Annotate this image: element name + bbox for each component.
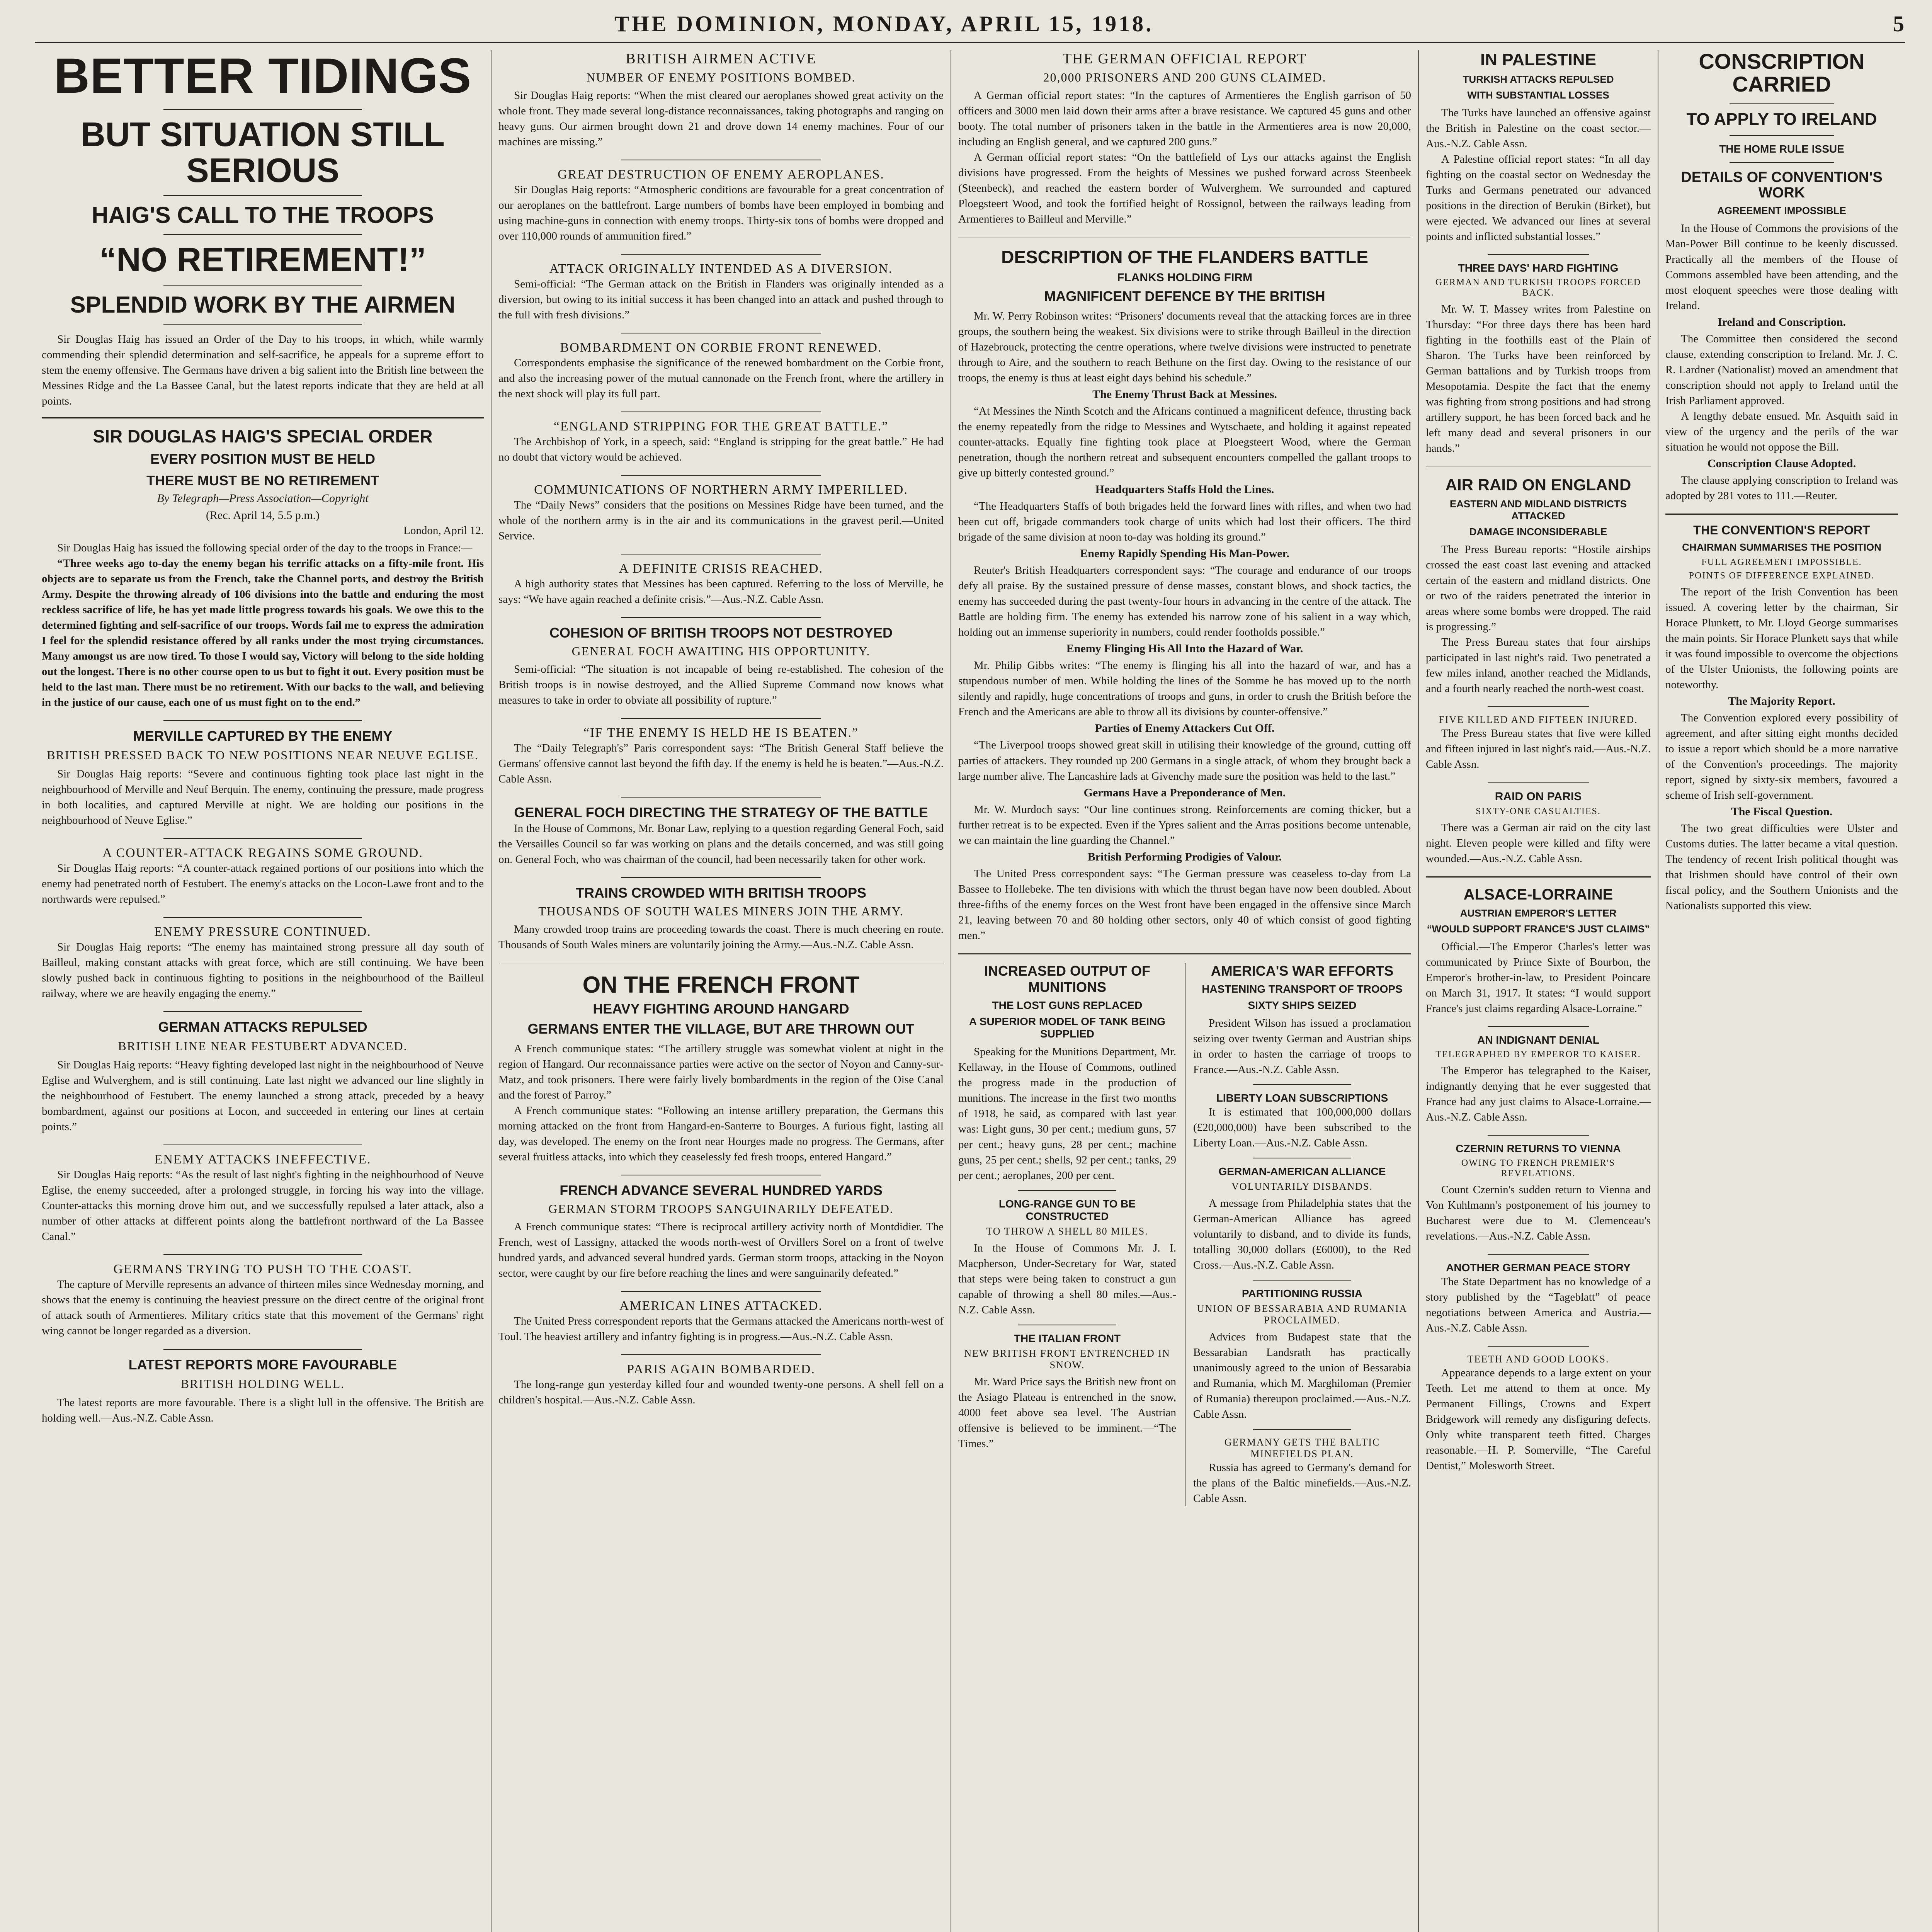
subhead-convention: DETAILS OF CONVENTION'S WORK <box>1681 169 1883 201</box>
paragraph: Reuter's British Headquarters correspondent says: “The courage and endurance of our troops defy all praise. By the sustained pressure of dense masses, constant blows, and shock tactics, the enemy has succeeded during the past twenty-four hours in advancing in the centre of the attack. The Battle are holding firm. The enemy has extended his narrow zone of his salient in a way which, holding out an immense superiority in numbers, could render footholds possible.” <box>958 564 1411 639</box>
paragraph: Mr. Philip Gibbs writes: “The enemy is flinging his all into the hazard of war, and has a stupendous number of men. While holding the lines of the Somme he has moved up to the north silently and rapidly, huge concentrations of troops and guns, in order to crush the British before the French and the Americans are able to throw all its divisions by counter-offensive.” <box>958 659 1411 718</box>
crosshead: Enemy Rapidly Spending His Man-Power. <box>1080 547 1289 560</box>
subhead: EASTERN AND MIDLAND DISTRICTS ATTACKED <box>1449 498 1627 522</box>
subhead: SIXTY-ONE CASUALTIES. <box>1476 806 1601 816</box>
paragraph: Many crowded troop trains are proceeding towards the coast. There is much cheering en route. Thousands of South Wales miners are voluntarily joining the Army.—Aus.-N.Z. Cable Assn. <box>498 923 944 951</box>
crosshead: Ireland and Conscription. <box>1717 315 1846 328</box>
headline-palestine: IN PALESTINE <box>1480 50 1596 69</box>
crosshead: Parties of Enemy Attackers Cut Off. <box>1095 722 1275 735</box>
section-counter-attack <box>42 846 484 907</box>
headline: THE ITALIAN FRONT <box>1014 1332 1121 1344</box>
subhead: TELEGRAPHED BY EMPEROR TO KAISER. <box>1435 1049 1641 1060</box>
headline: CZERNIN RETURNS TO VIENNA <box>1456 1142 1621 1155</box>
paragraph: Official.—The Emperor Charles's letter was communicated by Prince Sixte of Bourbon, the Emperor's brother-in-law, to President Poincare on March 31, 1917. It states: “I would support France's just claims regarding Alsace-Lorraine.” <box>1426 940 1651 1015</box>
subhead-hangard: HEAVY FIGHTING AROUND HANGARD <box>593 1000 849 1017</box>
subhead-ireland: TO APPLY TO IRELAND <box>1686 109 1877 129</box>
paragraph: A German official report states: “On the battlefield of Lys our attacks against the English divisions have progressed. From the heights of Messines we pushed forward across Steenbeek (Steenbeck), and reached the eastern border of Wulverghem. We surrounded and captured Ploegsteert Wood, and took the fortified height of Rossignol, between the railways leading from Armentieres to Bailleul and Merville.” <box>958 151 1411 226</box>
headline: LIBERTY LOAN SUBSCRIPTIONS <box>1216 1092 1388 1104</box>
received-date: (Rec. April 14, 5.5 p.m.) <box>206 509 320 522</box>
masthead <box>35 8 1905 43</box>
paragraph: The Convention explored every possibility of agreement, and after sitting eight months decided to issue a report which should be a more narrative of the Convention's proceedings. The majority report, signed by sixty-six members, favoured a scheme of Irish self-government. <box>1665 711 1898 801</box>
paragraph: The latest reports are more favourable. There is a slight lull in the offensive. The British are holding well.—Aus.-N.Z. Cable Assn. <box>42 1396 484 1424</box>
paragraph: A French communique states: “There is reciprocal artillery activity north of Montdidier. The French, west of Lassigny, attacked the woods north-west of Orvillers Sorel on a front of twelve hundred yards, and advanced several hundred yards. German storm troops, attacking in the Noyon sector, were caught by our fire before reaching the lines and were sanguinarily defeated.” <box>498 1220 944 1279</box>
headline-german-report: THE GERMAN OFFICIAL REPORT <box>1062 51 1307 67</box>
subhead: “WOULD SUPPORT FRANCE'S JUST CLAIMS” <box>1427 923 1650 935</box>
subhead-magnificent: MAGNIFICENT DEFENCE BY THE BRITISH <box>1044 288 1325 304</box>
headline-latest: LATEST REPORTS MORE FAVOURABLE <box>128 1356 397 1372</box>
paragraph: Sir Douglas Haig reports: “As the result of last night's fighting in the neighbourhood of Neuve Eglise, the enemy succeeded, after a prolonged struggle, in forcing his way into the village. Counter-attacks this morning drove him out, and we successfully repulsed a later attack, also a number of other attacks at different points along the battlefront northward of the La Bassee Canal.” <box>42 1168 484 1243</box>
subhead: OWING TO FRENCH PREMIER'S REVELATIONS. <box>1461 1158 1616 1179</box>
paragraph: The long-range gun yesterday killed four and wounded twenty-one persons. A shell fell on a children's hospital.—Aus.-N.Z. Cable Assn. <box>498 1378 944 1406</box>
paragraph: Sir Douglas Haig reports: “Heavy fighting developed last night in the neighbourhood of Neuve Eglise and Wulverghem, and is still continuing. Late last night we advanced our line slightly in the neighbourhood of Festubert. The enemy launched a strong attack, preceded by a heavy bombardment, against our positions at Locon, and succeeded in entering our lines at certain points.” <box>42 1059 484 1133</box>
section-attacks-repulsed <box>42 1019 484 1134</box>
byline: By Telegraph—Press Association—Copyright <box>157 492 369 505</box>
headline-america: AMERICA'S WAR EFFORTS <box>1211 963 1394 979</box>
subhead: POINTS OF DIFFERENCE EXPLAINED. <box>1689 570 1875 581</box>
subhead-merville: BRITISH PRESSED BACK TO NEW POSITIONS NEAR NEUVE EGLISE. <box>47 748 479 762</box>
headline-attacks-repulsed: GERMAN ATTACKS REPULSED <box>158 1019 367 1035</box>
column-3 <box>951 50 1418 1932</box>
headline-enemy-pressure: ENEMY PRESSURE CONTINUED. <box>154 925 371 939</box>
crosshead: British Performing Prodigies of Valour. <box>1087 850 1282 863</box>
paragraph: The report of the Irish Convention has been issued. A covering letter by the chairman, Sir Horace Plunkett, to Mr. Lloyd George summarises the main points. Sir Horace Plunkett says that while it was found impossible to overcome the objections of the Ulster Unionists, the following points are noteworthy. <box>1665 585 1898 691</box>
paragraph: The Press Bureau reports: “Hostile airships crossed the east coast last evening and attacked certain of the eastern and midland districts. One or two of the raiders penetrated the interior in areas where some bombs were dropped. The raid is progressing.” <box>1426 543 1651 633</box>
headline-airmen-active: BRITISH AIRMEN ACTIVE <box>626 51 816 67</box>
column-4 <box>1418 50 1658 1932</box>
subhead: TO THROW A SHELL 80 MILES. <box>986 1225 1148 1237</box>
paragraph: Sir Douglas Haig reports: “The enemy has maintained strong pressure all day south of Bailleul, making constant attacks with great force, which are still continuing. We have been slowly pushed back in continuous fighting to positions in the neighbourhood of the Bailleul railway, where we are heavily engaging the enemy.” <box>42 941 484 1000</box>
headline-conscription: CONSCRIPTION CARRIED <box>1699 50 1865 96</box>
section-enemy-pressure <box>42 925 484 1001</box>
subhead: TURKISH ATTACKS REPULSED <box>1463 73 1614 85</box>
paragraph: A lengthy debate ensued. Mr. Asquith said in view of the urgency and the perils of the war situation he would not oppose the Bill. <box>1665 410 1898 453</box>
headline: ANOTHER GERMAN PEACE STORY <box>1446 1261 1631 1274</box>
advert-headline: TEETH AND GOOD LOOKS. <box>1467 1353 1609 1365</box>
paragraph: The Emperor has telegraphed to the Kaiser, indignantly denying that he ever suggested that France had any just claims to Alsace-Lorraine.—Aus.-N.Z. Cable Assn. <box>1426 1064 1651 1123</box>
subhead: VOLUNTARILY DISBANDS. <box>1231 1180 1373 1192</box>
paragraph: The Committee then considered the second clause, extending conscription to Ireland. Mr. J. C. R. Lardner (Nationalist) moved an amendment that conscription should not apply to Ireland until the Irish Parliament approved. <box>1665 332 1898 407</box>
paragraph: Semi-official: “The situation is not incapable of being re-established. The cohesion of the British troops is in nowise destroyed, and the Allied Supreme Command now knows what measures to take in order to obviate all possibility of rupture.” <box>498 663 944 707</box>
paragraph: The two great difficulties were Ulster and Customs duties. The latter became a vital question. The tendency of recent Irish political thought was that Irishmen should have control of their own fiscal policy, and the Southern Unionists and the Nationalists supported this view. <box>1665 822 1898 912</box>
subhead: AUSTRIAN EMPEROR'S LETTER <box>1460 907 1617 919</box>
headline: PARTITIONING RUSSIA <box>1242 1287 1363 1299</box>
subhead-holding: BRITISH HOLDING WELL. <box>180 1376 345 1391</box>
subhead: SIXTY SHIPS SEIZED <box>1248 999 1357 1011</box>
subhead: 20,000 PRISONERS AND 200 GUNS CLAIMED. <box>1043 70 1327 84</box>
paragraph: Mr. W. Perry Robinson writes: “Prisoners' documents reveal that the attacking forces are in three groups, the southern being the weakest. Six divisions were to strike through Bailleul in the direction of Hazebrouck, protecting the centre operations, where twelve divisions were instructed to penetrate through to Aire, and the southern to reach Bethune on the first day. Owing to the resistance of our troops, the enemy is thus at least eight days behind his schedule.” <box>958 310 1411 384</box>
subhead-festubert: BRITISH LINE NEAR FESTUBERT ADVANCED. <box>118 1039 408 1053</box>
paragraph: Sir Douglas Haig reports: “When the mist cleared our aeroplanes showed great activity on the whole front. They made several long-distance reconnaissances, taking photographs and ranging on heavy guns. Our airmen brought down 21 and drove down 14 enemy machines. Four of our machines are missing.” <box>498 89 944 148</box>
paragraph: In the House of Commons Mr. J. I. Macpherson, Under-Secretary for War, stated that steps were being taken to construct a gun capable of throwing a shell 80 miles.—Aus.-N.Z. Cable Assn. <box>958 1242 1176 1316</box>
headline-munitions: INCREASED OUTPUT OF MUNITIONS <box>984 963 1150 995</box>
paragraph: “The Liverpool troops showed great skill in utilising their knowledge of the ground, cutting off parties of attackers. They rounded up 200 Germans in a single attack, of whom they brought back a large number alive. The Lancashire lads at Givenchy made sure the position was held to the last.” <box>958 739 1411 782</box>
paragraph: Advices from Budapest state that the Bessarabian Landsrath has practically unanimously agreed to the union of Bessarabia and Rumania, which M. Marghiloman (Premier of Rumania) thereupon proclaimed.—Aus.-N.Z. Cable Assn. <box>1193 1330 1411 1420</box>
headline: GREAT DESTRUCTION OF ENEMY AEROPLANES. <box>558 167 884 182</box>
paragraph: The “Daily Telegraph's” Paris correspondent says: “The British General Staff believe the Germans' offensive cannot last beyond the fifth day. If the enemy is held he is beaten.”—Aus.-N.Z. Cable Assn. <box>498 742 944 786</box>
dateline: London, April 12. <box>403 524 484 537</box>
section-merville <box>42 728 484 828</box>
paragraph: The Press Bureau states that five were killed and fifteen injured in last night's raid.—Aus.-N.Z. Cable Assn. <box>1426 727 1651 771</box>
paragraph: There was a German air raid on the city last night. Eleven people were killed and fifty were wounded.—Aus.-N.Z. Cable Assn. <box>1426 821 1651 865</box>
paragraph: The clause applying conscription to Ireland was adopted by 281 votes to 111.—Reuter. <box>1665 474 1898 502</box>
headline: “IF THE ENEMY IS HELD HE IS BEATEN.” <box>583 726 859 740</box>
subhead-no-retirement: THERE MUST BE NO RETIREMENT <box>146 472 379 488</box>
headline-airmen: SPLENDID WORK BY THE AIRMEN <box>70 291 456 318</box>
lower-split <box>958 963 1411 1506</box>
paragraph: The United Press correspondent says: “The German pressure was ceaseless to-day from La Bassee to Hollebeke. The ten divisions with which the thrust began have now been doubled. About three-fifths of the enemy forces on the West front have been engaged in the offensive since March 21, leaving between 70 and 80 holding other sectors, only 40 of which consist of good fighting men.” <box>958 867 1411 942</box>
paragraph: Sir Douglas Haig reports: “Severe and continuous fighting took place last night in the neighbourhood of Merville and Neuf Berquin. The enemy, continuing the pressure, made progress in both localities, and captured Merville at night. We are holding our positions in the neighbourhood of Neuve Eglise.” <box>42 768 484 827</box>
subhead: DAMAGE INCONSIDERABLE <box>1469 526 1607 538</box>
paragraph: In the House of Commons, Mr. Bonar Law, replying to a question regarding General Foch, said the Versailles Council so far was working on plans and the details concerned, and was still going on. General Foch, who was chairman of the council, had been necessarily taken for other work. <box>498 822 944 866</box>
paragraph: The Archbishop of York, in a speech, said: “England is stripping for the great battle.” He had no doubt that victory would be achieved. <box>498 435 944 464</box>
america-column <box>1185 963 1411 1506</box>
paragraph: Correspondents emphasise the significance of the renewed bombardment on the Corbie front, and also the increasing power of the mutual cannonade on the French front, where the artillery in the next shock will play its full part. <box>498 357 944 400</box>
paragraph: Sir Douglas Haig reports: “A counter-attack regained portions of our positions into which the enemy had penetrated north of Festubert. The enemy's attacks on the Locon-Lawe front and to the northwards were repulsed.” <box>42 862 484 906</box>
headline-french-front: ON THE FRENCH FRONT <box>582 971 860 998</box>
subhead: GERMAN AND TURKISH TROOPS FORCED BACK. <box>1435 277 1641 298</box>
column-5 <box>1658 50 1905 1932</box>
section-latest <box>42 1357 484 1426</box>
page-number: 5 <box>1893 11 1905 36</box>
headline-foch: GENERAL FOCH DIRECTING THE STRATEGY OF THE BATTLE <box>514 804 928 821</box>
subhead: CHAIRMAN SUMMARISES THE POSITION <box>1682 541 1881 553</box>
subhead-thrown-out: GERMANS ENTER THE VILLAGE, BUT ARE THROWN OUT <box>527 1020 915 1037</box>
subhead-flanks: FLANKS HOLDING FIRM <box>1117 271 1252 284</box>
column-2 <box>491 50 951 1932</box>
section-special-order <box>42 427 484 710</box>
headline-ineffective: ENEMY ATTACKS INEFFECTIVE. <box>154 1152 371 1167</box>
order-text: “Three weeks ago to-day the enemy began his terrific attacks on a fifty-mile front. His objects are to separate us from the French, take the Channel ports, and destroy the British Army. Despite the throwing already of 106 divisions into the battle and enduring the most reckless sacrifice of life, he has yet made little progress towards his goals. We owe this to the determined fighting and self-sacrifice of our troops. Words fail me to express the admiration I feel for the splendid resistance offered by all ranks under the most trying circumstances. Many amongst us are now tired. To those I would say, Victory will belong to the side holding out the longest. There is no other course open to us but to fight it out. Every position must be held to the last man. There must be no retirement. With our backs to the wall, and believing in the justice of our cause, each one of us must fight on to the end.” <box>42 557 484 709</box>
munitions-column <box>958 963 1176 1506</box>
crosshead: Enemy Flinging His All Into the Hazard of War. <box>1066 642 1303 655</box>
intro-paragraph: Sir Douglas Haig has issued an Order of the Day to his troops, in which, while warmly commending their splendid determination and self-sacrifice, he appeals for a supreme effort to stem the enemy offensive. The Germans have driven a big salient into the British line between the Messines Ridge and the La Bassee Canal, but the latest reports indicate that they are held at all points. <box>42 333 484 407</box>
headline: GERMANY GETS THE BALTIC MINEFIELDS PLAN. <box>1224 1436 1380 1459</box>
crosshead: Headquarters Staffs Hold the Lines. <box>1095 483 1274 496</box>
paragraph: President Wilson has issued a proclamation seizing over twenty German and Austrian ships in order to hasten the carriage of troops to France.—Aus.-N.Z. Cable Assn. <box>1193 1017 1411 1076</box>
advert-text: Appearance depends to a large extent on your Teeth. Let me attend to them at once. My Permanent Fillings, Crowns and Expert Bridgework will remedy any disfiguring defects. Only white transparent teeth fitted. Charges reasonable.—H. P. Somerville, “The Careful Dentist,” Molesworth Street. <box>1426 1366 1651 1472</box>
subhead: NUMBER OF ENEMY POSITIONS BOMBED. <box>586 70 856 84</box>
masthead-rule <box>35 42 1905 43</box>
paragraph: Sir Douglas Haig reports: “Atmospheric conditions are favourable for a great concentration of our aeroplanes on the battlefront. Large numbers of bombs have been employed in bombing and using machine-guns in connection with enemy troops. Thirty-six tons of bombs were dropped and over 110,000 rounds of ammunition fired.” <box>498 184 944 243</box>
headline: FIVE KILLED AND FIFTEEN INJURED. <box>1439 714 1638 726</box>
paragraph: The United Press correspondent reports that the Germans attacked the Americans north-west of Toul. The heaviest artillery and infantry fighting is in progress.—Aus.-N.Z. Cable Assn. <box>498 1315 944 1343</box>
paragraph: The capture of Merville represents an advance of thirteen miles since Wednesday morning, and shows that the enemy is continuing the heaviest pressure on the direct centre of the original front of attack south of Armentieres. Military critics state that this movement of the Germans' right wing cannot be longer regarded as a diversion. <box>42 1278 484 1337</box>
paragraph: A German official report states: “In the captures of Armentieres the English garrison of 50 officers and 3000 men laid down their arms after a brave resistance. We captured 45 guns and other booty. The total number of prisoners taken in the battle in the Armentieres area is now 20,000, including an English general, and we captured 200 guns.” <box>958 89 1411 148</box>
headline: AN INDIGNANT DENIAL <box>1477 1034 1599 1046</box>
headline-cohesion: COHESION OF BRITISH TROOPS NOT DESTROYED <box>549 625 893 641</box>
subhead: GERMAN STORM TROOPS SANGUINARILY DEFEATED. <box>548 1201 894 1216</box>
subhead: THOUSANDS OF SOUTH WALES MINERS JOIN THE ARMY. <box>538 904 904 918</box>
headline-trains: TRAINS CROWDED WITH BRITISH TROOPS <box>576 885 866 901</box>
paragraph: Mr. W. Murdoch says: “Our line continues strong. Reinforcements are coming thicker, but a further retreat is to be expected. Even if the Ypres salient and the Arras positions become untenable, we can maintain the line guarding the Channel.” <box>958 803 1411 847</box>
headline-flanders: DESCRIPTION OF THE FLANDERS BATTLE <box>1001 247 1368 267</box>
paragraph: It is estimated that 100,000,000 dollars (£20,000,000) have been subscribed to the Liberty Loan.—Aus.-N.Z. Cable Assn. <box>1193 1105 1411 1149</box>
paragraph: Count Czernin's sudden return to Vienna and Von Kuhlmann's postponement of his journey to Bucharest were due to M. Clemenceau's revelations.—Aus.-N.Z. Cable Assn. <box>1426 1183 1651 1242</box>
headline: COMMUNICATIONS OF NORTHERN ARMY IMPERILLED. <box>534 483 908 497</box>
subhead: FULL AGREEMENT IMPOSSIBLE. <box>1701 557 1862 567</box>
headline: BOMBARDMENT ON CORBIE FRONT RENEWED. <box>560 340 882 355</box>
headline: THREE DAYS' HARD FIGHTING <box>1458 262 1619 274</box>
column-1 <box>35 50 491 1932</box>
headline-french-advance: FRENCH ADVANCE SEVERAL HUNDRED YARDS <box>560 1182 883 1198</box>
paragraph: Mr. W. T. Massey writes from Palestine on Thursday: “For three days there has been hard fighting in the foothills east of the Plain of Sharon. The Turks have been reinforced by German battalions and by Turkish troops from Mesopotamia. Despite the fact that the enemy was fighting from strong positions and had strong artillery support, he has been forced back and he left many dead and several prisoners in our hands.” <box>1426 303 1651 455</box>
headline-haigs-call: HAIG'S CALL TO THE TROOPS <box>92 202 434 228</box>
paragraph: A Palestine official report states: “In all day fighting on the coastal sector on Wednesday the Turks and Germans penetrated our advanced positions in the direction of Berukin (Birket), but were ejected. We advanced our lines at several points and inflicted substantial losses.” <box>1426 153 1651 243</box>
headline: GERMAN-AMERICAN ALLIANCE <box>1218 1165 1386 1177</box>
paragraph: A high authority states that Messines has been captured. Referring to the loss of Merville, he says: “We have again reached a definite crisis.”—Aus.-N.Z. Cable Assn. <box>498 578 944 606</box>
headline-special-order: SIR DOUGLAS HAIG'S SPECIAL ORDER <box>93 426 433 446</box>
crosshead: The Fiscal Question. <box>1731 805 1833 818</box>
subhead: THE LOST GUNS REPLACED <box>992 999 1143 1011</box>
headline: ATTACK ORIGINALLY INTENDED AS A DIVERSION. <box>549 262 893 276</box>
subhead: HASTENING TRANSPORT OF TROOPS <box>1202 983 1403 995</box>
headline-air-raid: AIR RAID ON ENGLAND <box>1445 476 1631 494</box>
paragraph: Sir Douglas Haig has issued the following special order of the day to the troops in France:— <box>57 541 473 554</box>
subhead: AGREEMENT IMPOSSIBLE <box>1717 204 1846 216</box>
paragraph: Semi-official: “The German attack on the British in Flanders was originally intended as a diversion, but owing to its initial success it has been changed into an attack and pushed through to the full with fresh divisions.” <box>498 278 944 321</box>
paragraph: A French communique states: “The artillery struggle was somewhat violent at night in the region of Hangard. Our reconnaissance parties were active on the sector of Noyon and Canny-sur-Matz, and took prisoners. There were fairly lively bombardments in the region of the Oise Canal and the forest of Parroy.” <box>498 1042 944 1101</box>
paragraph: “At Messines the Ninth Scotch and the Africans continued a magnificent defence, thrusting back the enemy repeatedly from the ridge to Messines and Wytschaete, and holding it against repeated counter-attacks. Equally fine fighting took place at Ploegsteert Wood, where the German penetration, though the northern retreat and subsequent encounters compelled the gallant troops to give up bitterly contested ground.” <box>958 405 1411 480</box>
subhead: WITH SUBSTANTIAL LOSSES <box>1467 89 1609 101</box>
headline-coast: GERMANS TRYING TO PUSH TO THE COAST. <box>113 1262 412 1277</box>
headline-alsace: ALSACE-LORRAINE <box>1463 886 1613 903</box>
headline-better-tidings: BETTER TIDINGS <box>54 50 472 104</box>
paragraph: Mr. Ward Price says the British new front on the Asiago Plateau is entrenched in the snow, 4000 feet above sea level. The Austrian offensive is believed to be imminent.—“The Times.” <box>958 1375 1176 1450</box>
headline-merville: MERVILLE CAPTURED BY THE ENEMY <box>133 728 393 744</box>
headline: “ENGLAND STRIPPING FOR THE GREAT BATTLE.” <box>553 419 889 434</box>
headline: PARIS AGAIN BOMBARDED. <box>627 1362 815 1376</box>
paragraph: In the House of Commons the provisions of the Man-Power Bill continue to be keenly discussed. Practically all the members of the House of Commons assembled have been attending, and the most eloquent speeches were those dealing with Ireland. <box>1665 222 1898 312</box>
section-coast <box>42 1262 484 1338</box>
paragraph: The Turks have launched an offensive against the British in Palestine on the coast sector.—Aus.-N.Z. Cable Assn. <box>1426 107 1651 150</box>
newspaper-title: THE DOMINION, MONDAY, APRIL 15, 1918. <box>614 11 1154 36</box>
subhead: GENERAL FOCH AWAITING HIS OPPORTUNITY. <box>571 644 871 658</box>
paragraph: The State Department has no knowledge of a story published by the “Tageblatt” of peace negotiations between America and Austria.—Aus.-N.Z. Cable Assn. <box>1426 1275 1651 1334</box>
subhead: UNION OF BESSARABIA AND RUMANIA PROCLAIMED. <box>1197 1303 1408 1326</box>
headline-no-retirement: “NO RETIREMENT!” <box>99 240 426 279</box>
paragraph: The “Daily News” considers that the positions on Messines Ridge have been turned, and the whole of the northern army is in the air and its communications in the gravest peril.—United Service. <box>498 499 944 543</box>
headline: A DEFINITE CRISIS REACHED. <box>619 561 823 576</box>
headline-counter-attack: A COUNTER-ATTACK REGAINS SOME GROUND. <box>102 846 423 861</box>
paragraph: A message from Philadelphia states that the German-American Alliance has agreed voluntarily to disband, and to divide its funds, totalling 30,000 dollars (£6000), to the Red Cross.—Aus.-N.Z. Cable Assn. <box>1193 1197 1411 1271</box>
paragraph: Speaking for the Munitions Department, Mr. Kellaway, in the House of Commons, outlined the progress made in the production of munitions. The increase in the first two months of 1918, he said, as compared with last year was: Light guns, 30 per cent.; medium guns, 57 per cent.; heavy guns, 28 per cent.; machine guns, 25 per cent.; shells, 92 per cent.; tanks, 29 per cent.; aeroplanes, 200 per cent. <box>958 1045 1176 1182</box>
crosshead: The Majority Report. <box>1728 694 1835 707</box>
headline: LONG-RANGE GUN TO BE CONSTRUCTED <box>998 1197 1136 1222</box>
crosshead: Conscription Clause Adopted. <box>1707 457 1856 470</box>
headline-situation-serious: BUT SITUATION STILL SERIOUS <box>81 115 445 189</box>
subhead: A SUPERIOR MODEL OF TANK BEING SUPPLIED <box>969 1015 1166 1040</box>
paragraph: “The Headquarters Staffs of both brigades held the forward lines with rifles, and when two had been cut off, brigade commanders took charge of units which had lost their officers. The third brigade of the same division at noon to-day was holding its ground.” <box>958 500 1411 544</box>
subhead-every-position: EVERY POSITION MUST BE HELD <box>150 451 376 467</box>
paragraph: The Press Bureau states that four airships participated in last night's raid. Two penetrated a few miles inland, another reached the Midlands, and a fourth nearly reached the north-west coast. <box>1426 636 1651 695</box>
subhead-home-rule: THE HOME RULE ISSUE <box>1719 143 1844 155</box>
crosshead: Germans Have a Preponderance of Men. <box>1083 786 1286 799</box>
headline: RAID ON PARIS <box>1495 790 1582 803</box>
section-ineffective <box>42 1152 484 1244</box>
paragraph: Russia has agreed to Germany's demand for the plans of the Baltic minefields.—Aus.-N.Z. Cable Assn. <box>1193 1461 1411 1505</box>
paragraph: A French communique states: “Following an intense artillery preparation, the Germans this morning attacked on the front from Hangard-en-Santerre to Bourges. A furious fight, lasting all day, was developed. The enemy on the front near Hourges made no progress. The Germans, after several fruitless attacks, into which they ceaselessly fed fresh troops, entered Hangard.” <box>498 1104 944 1163</box>
headline-convention-report: THE CONVENTION'S REPORT <box>1693 523 1870 537</box>
headline: AMERICAN LINES ATTACKED. <box>619 1298 823 1313</box>
crosshead: The Enemy Thrust Back at Messines. <box>1092 388 1277 401</box>
subhead: NEW BRITISH FRONT ENTRENCHED IN SNOW. <box>964 1347 1170 1371</box>
